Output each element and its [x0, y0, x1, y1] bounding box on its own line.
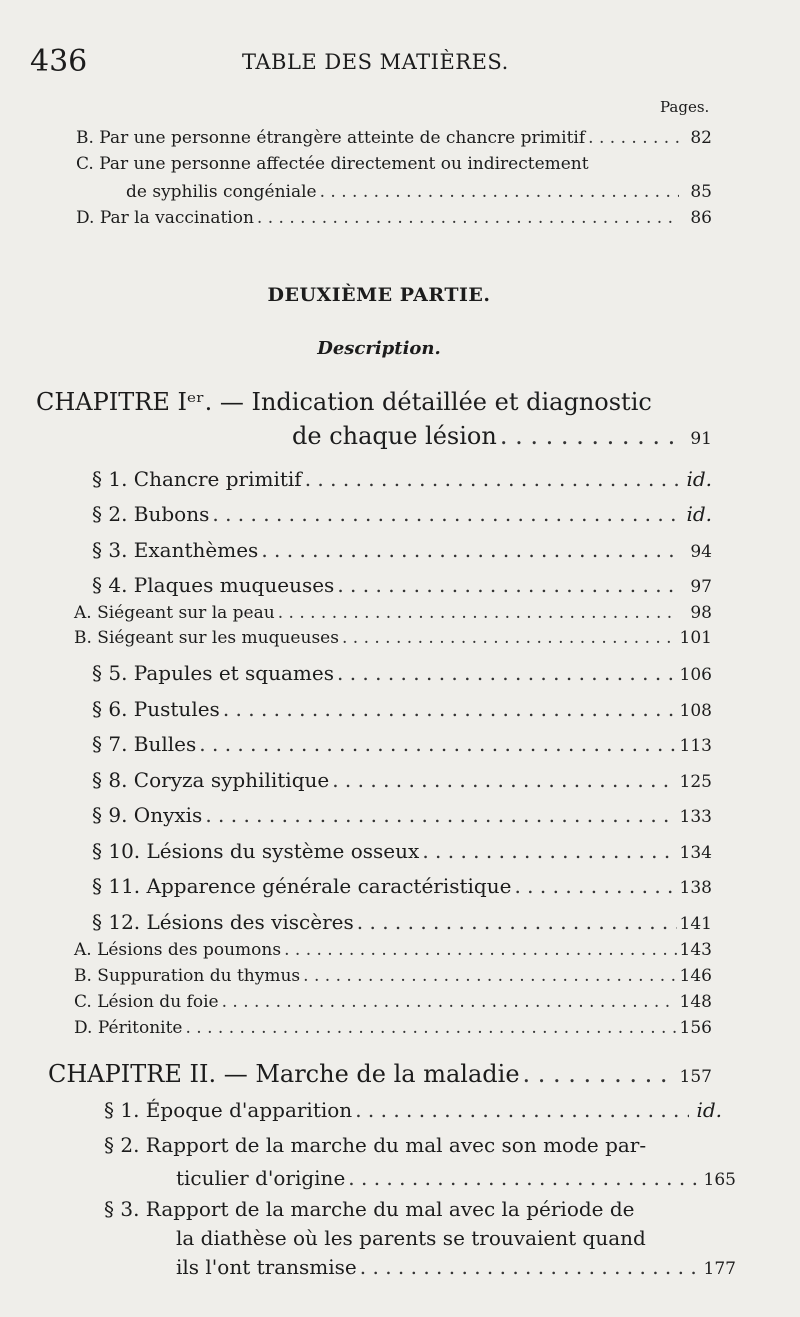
toc-entry-page: id.	[686, 467, 712, 491]
toc-entry-label: § 12. Lésions des viscères	[92, 910, 354, 934]
chapter-heading-entry	[292, 422, 712, 450]
toc-entry	[92, 803, 712, 827]
toc-entry	[92, 661, 712, 685]
toc-entry-line: la diathèse où les parents se trouvaient quand	[176, 1226, 646, 1250]
toc-entry	[76, 208, 712, 228]
toc-entry-label: § 7. Bulles	[92, 732, 197, 756]
toc-entry	[92, 697, 712, 721]
toc-entry-page: 86	[690, 208, 712, 228]
toc-entry	[74, 628, 712, 648]
dot-leader	[303, 966, 676, 986]
page-number: 436	[30, 44, 88, 79]
toc-entry	[92, 732, 712, 756]
toc-entry-page: 82	[690, 128, 712, 148]
toc-entry-label: B. Par une personne étrangère atteinte de chancre primitif	[76, 128, 586, 148]
dot-leader	[212, 502, 679, 526]
toc-entry-page: 156	[679, 1018, 712, 1038]
chapter-heading: CHAPITRE Iᵉʳ. — Indication détaillée et diagnostic	[36, 388, 652, 416]
dot-leader	[305, 467, 679, 491]
toc-entry-label: § 1. Chancre primitif	[92, 467, 302, 491]
toc-entry	[92, 839, 712, 863]
toc-entry	[74, 992, 712, 1012]
toc-entry-label: § 1. Époque d'apparition	[104, 1098, 353, 1122]
toc-entry-label: A. Siégeant sur la peau	[74, 603, 275, 623]
toc-entry-line: C. Par une personne affectée directement ou indirectement	[76, 154, 589, 174]
toc-entry-page: 165	[703, 1170, 736, 1190]
toc-entry	[176, 1255, 736, 1279]
dot-leader	[284, 940, 676, 960]
toc-entry-page: 106	[679, 665, 712, 685]
chapter-heading-entry	[48, 1060, 712, 1088]
toc-entry-label: B. Siégeant sur les muqueuses	[74, 628, 339, 648]
dot-leader	[278, 603, 679, 623]
toc-entry	[92, 573, 712, 597]
dot-leader	[205, 803, 676, 827]
dot-leader	[185, 1018, 676, 1038]
toc-entry-label: ticulier d'origine	[176, 1166, 346, 1190]
toc-entry-page: 108	[679, 701, 712, 721]
chapter-heading: CHAPITRE II. — Marche de la maladie	[48, 1060, 520, 1088]
toc-entry-page: 91	[690, 429, 712, 449]
toc-entry-page: 148	[679, 992, 712, 1012]
toc-entry-label: § 6. Pustules	[92, 697, 220, 721]
toc-entry	[92, 768, 712, 792]
toc-entry-page: 97	[690, 577, 712, 597]
toc-entry-page: 157	[679, 1067, 712, 1087]
dot-leader	[342, 628, 677, 648]
toc-entry	[74, 966, 712, 986]
running-title: TABLE DES MATIÈRES.	[242, 50, 509, 74]
toc-entry-page: 134	[679, 843, 712, 863]
dot-leader	[337, 573, 679, 597]
toc-entry-label: B. Suppuration du thymus	[74, 966, 301, 986]
toc-entry-page: 177	[703, 1259, 736, 1279]
toc-entry-label: D. Par la vaccination	[76, 208, 254, 228]
dot-leader	[422, 839, 676, 863]
toc-entry	[176, 1166, 736, 1190]
dot-leader	[523, 1060, 677, 1088]
toc-entry-page: id.	[686, 502, 712, 526]
toc-entry-label: § 2. Bubons	[92, 502, 210, 526]
dot-leader	[332, 768, 676, 792]
toc-entry-label: C. Lésion du foie	[74, 992, 219, 1012]
dot-leader	[588, 128, 679, 148]
pages-column-label: Pages.	[660, 98, 710, 116]
part-subtitle: Description.	[317, 338, 441, 359]
toc-entry	[76, 128, 712, 148]
toc-entry-label: D. Péritonite	[74, 1018, 183, 1038]
dot-leader	[199, 732, 676, 756]
dot-leader	[261, 538, 679, 562]
toc-entry	[104, 1098, 722, 1122]
dot-leader	[355, 1098, 689, 1122]
toc-entry-label: § 9. Onyxis	[92, 803, 203, 827]
dot-leader	[357, 910, 677, 934]
toc-entry-page: 98	[690, 603, 712, 623]
toc-entry-page: 138	[679, 878, 712, 898]
toc-entry	[92, 502, 712, 526]
part-title: DEUXIÈME PARTIE.	[267, 284, 491, 306]
toc-entry-page: 94	[690, 542, 712, 562]
toc-entry-page: 143	[679, 940, 712, 960]
toc-entry-label: § 3. Exanthèmes	[92, 538, 259, 562]
toc-entry	[92, 538, 712, 562]
toc-entry-line: § 2. Rapport de la marche du mal avec son mode par-	[104, 1133, 647, 1157]
dot-leader	[337, 661, 677, 685]
toc-entry-label: de syphilis congéniale	[126, 182, 317, 202]
toc-entry-label: A. Lésions des poumons	[74, 940, 282, 960]
toc-entry-page: 85	[690, 182, 712, 202]
dot-leader	[320, 182, 679, 202]
toc-entry-label: § 4. Plaques muqueuses	[92, 573, 335, 597]
toc-entry	[74, 603, 712, 623]
dot-leader	[514, 874, 676, 898]
dot-leader	[257, 208, 679, 228]
toc-entry	[74, 940, 712, 960]
toc-entry	[92, 467, 712, 491]
toc-entry-page: 113	[679, 736, 712, 756]
toc-entry-label: § 11. Apparence générale caractéristique	[92, 874, 512, 898]
dot-leader	[222, 992, 677, 1012]
dot-leader	[223, 697, 677, 721]
toc-entry	[74, 1018, 712, 1038]
toc-entry-label: de chaque lésion	[292, 422, 497, 450]
toc-entry-label: § 8. Coryza syphilitique	[92, 768, 330, 792]
dot-leader	[500, 422, 679, 450]
dot-leader	[348, 1166, 700, 1190]
toc-entry-line: § 3. Rapport de la marche du mal avec la période de	[104, 1197, 635, 1221]
toc-entry	[92, 874, 712, 898]
toc-entry-page: 133	[679, 807, 712, 827]
dot-leader	[360, 1255, 701, 1279]
toc-entry-page: 146	[679, 966, 712, 986]
toc-entry-page: id.	[696, 1098, 722, 1122]
toc-entry	[126, 182, 712, 202]
toc-entry-page: 101	[679, 628, 712, 648]
toc-entry-label: ils l'ont transmise	[176, 1255, 357, 1279]
toc-entry-label: § 10. Lésions du système osseux	[92, 839, 420, 863]
toc-entry-page: 125	[679, 772, 712, 792]
toc-entry-label: § 5. Papules et squames	[92, 661, 334, 685]
toc-entry	[92, 910, 712, 934]
toc-entry-page: 141	[679, 914, 712, 934]
